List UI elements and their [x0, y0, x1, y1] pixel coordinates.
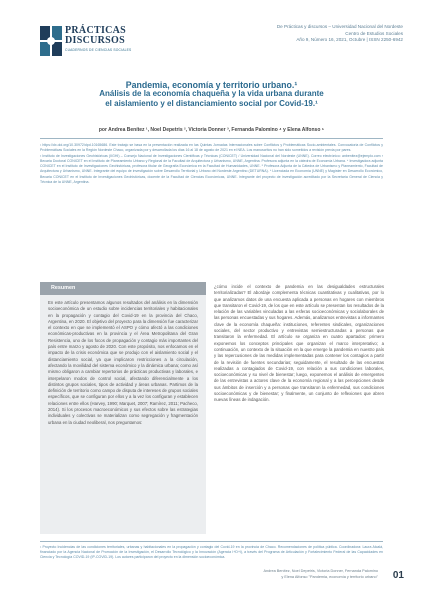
journal-tagline: CUADERNOS DE CIENCIAS SOCIALES	[65, 48, 132, 52]
journal-logo-title-line2: DISCURSOS	[65, 35, 125, 46]
footer-authors-line1: Andrea Benítez, Noel Depetris, Victoria Donner, Fernanda Palomino	[263, 569, 378, 573]
page-footer	[158, 569, 378, 580]
journal-logo-icon	[40, 26, 62, 58]
footnote-divider	[40, 541, 383, 542]
journal-logo-title-line1: PRÁCTICAS	[65, 25, 127, 36]
doi-note: ¹ https://dx.doi.org/10.30972/dpd.10165686. Este trabajo se basa en la presentación realizada en las Quintas Jornadas Internacionales sobre Conflictos y Problemáticas Socio-ambientales. Convocatoria de Conflictos y Problemáticas Sociales en la Región Nordeste Chaco, organizada por y desarrollada los días 16 al 18 de agosto de 2021 en el NEA. Los manuscritos no han sido sometidos a revisión previa por pares.	[40, 143, 383, 153]
journal-logo	[40, 26, 160, 62]
divider	[40, 138, 383, 139]
page-header	[0, 0, 423, 62]
journal-logo-title	[65, 26, 126, 46]
journal-center: Centro de Estudios Sociales	[345, 30, 403, 36]
affiliations-note: ² Instituto de Investigaciones Geohistóricas (IIGHI) – Consejo Nacional de Investigaciones Científicas y Técnicas (CONICET) / Universidad Nacional del Nordeste (UNNE). Correo electrónico: anbenitez@ejemplo.com ³ Becaria Doctoral CONICET en el Instituto de Planeamiento Urbano y Regional de la Facultad de Arquitectura y Urbanismo, UNNE, Argentina. Profesora adjunta en la cátedra de Economía Urbana. ⁴ Investigadora adjunta CONICET en el Instituto de Investigaciones Geohistóricas, profesora titular de Geografía Económica en la Facultad de Humanidades, UNNE. ⁵ Profesora Adjunta de la Cátedra de Urbanismo y Planeamiento, Facultad de Arquitectura y Urbanismo, UNNE. Integrante del equipo de investigación sobre Desarrollo Territorial y Urbano del Nordeste Argentino (DETURNA). ⁶ Licenciada en Economía (UNNE) y Magíster en Desarrollo Económico, Becaria CONICET en el Instituto de Investigaciones Geohistóricas, docente de la Facultad de Ciencias Económicas, UNNE. Integrante del proyecto de investigación acreditado por la Secretaría General de Ciencia y Técnica de la UNNE, Argentina.	[40, 153, 383, 185]
project-footnote: ¹ Proyecto Incidencias de las condiciones territoriales, urbanas y habitacionales en la propagación y contagio del Covid-19 en la provincia de Chaco. Recomendaciones de política pública. Coordinadora: Laura Alcalá, financiado por la Agencia Nacional de Promoción de la Investigación, el Desarrollo Tecnológico y la Innovación (Agencia I+D+i), a través del Programa de Articulación y Fortalecimiento Federal de las Capacidades en Ciencia y Tecnología COVID-19 (IP-COVID-19). Los autores participaron del proyecto en la dimensión socioeconómica.	[40, 545, 383, 560]
journal-name: De Prácticas y discursos – Universidad Nacional del Nordeste	[276, 24, 403, 29]
journal-info	[277, 24, 403, 44]
body-text-column: ¿cómo incide el contexto de pandemia en las desigualdades estructurales territorializadas? El abordaje complementa técnicas cuantitativas y cualitativas, por lo que analizamos datos de una encuesta aplicada a personas en hogares con miembros que transitaron el Covid-19, de los que en este artículo se presentan los resultados de la relación de las variables vinculadas a las esferas socioeconómicas y sociolaborales de las personas encuestadas y sus hogares. Además, analizamos entrevistas a informantes clave de la economía chaqueña: instituciones, referentes sindicales, organizaciones sociales, del sector productivo y entrevistas semiestructuradas a personas que transitaron la enfermedad. El artículo se organiza en cuatro apartados: primero exponemos los conceptos principales que organizan el marco interpretativo; a continuación, un contexto de la situación en la que emerge la pandemia en nuestro país y las repercusiones de las medidas implementadas para contener los contagios a partir de la revisión de fuentes secundarias; seguidamente, el resultado de las encuestas realizadas a contagiados de Covid-19, con relación a sus condiciones laborales, socioeconómicas y su nivel de bienestar; luego, exponemos el análisis de emergentes de las entrevistas a actores clave de la economía regional y a las percepciones desde sus ámbitos de inserción y a personas que transitaron la enfermedad, sus condiciones socioeconómicas y de bienestar; y finalmente, un conjunto de reflexiones que abren nuevas líneas de indagación.	[214, 284, 384, 403]
article-subtitle-line1: Análisis de la economía chaqueña y la vida urbana durante	[99, 89, 324, 98]
abstract-text: En este artículo presentamos algunos resultados del análisis en la dimensión socioeconómica de un estudio sobre incidencias territoriales y habitacionales en la propagación y contagio del Covid-19 en la provincia del Chaco, Argentina, en 2020. El objetivo del proyecto para la dimensión fue caracterizar el contexto en que se implementó el ASPO y cómo afectó a las condiciones económicas-productivas en la provincia y el Área Metropolitana del Gran Resistencia, uno de los focos de propagación y contagio más importantes del país entre marzo y agosto de 2020. Con este propósito, nos enfocamos en el impacto de la crisis económica que se produjo con el aislamiento social y el distanciamiento social, ya que implicaron restricciones a la circulación, afectando la movilidad del sistema económico y la dinámica urbana; como así mismo obligaron a cambiar repertorios de prácticas productivas y laborales, e interpelaron modos de control social, afectando diferencialmente a los distintos grupos sociales, tipos de actividad y áreas urbanas. Partimos de la definición de territorio como campo de disputa de intereses de grupos sociales específicos, que se configuran por ellos y a la vez los configuran y establecen relaciones entre ellos (Harvey, 1990; Marquet, 2007; Ramírez, 2011; Pacheco, 2014). Si los procesos macroeconómicos y sus efectos sobre las estrategias individuales y colectivas se materializan como segregación y fragmentación urbana en la ciudad neoliberal, nos preguntamos:	[48, 300, 198, 425]
journal-issue: Año 9, Número 16, 2021, Octubre | ISSN 2250-6942	[296, 37, 403, 43]
article-authors: por Andrea Benítez ¹, Noel Depetris ², Victoria Donner ³, Fernanda Palomino ⁴ y Elena Alfonso ⁵	[98, 127, 325, 133]
abstract-box	[40, 282, 206, 534]
abstract-header	[40, 282, 206, 295]
page-number: 01	[392, 570, 404, 581]
article-subtitle-line2: el aislamiento y el distanciamiento social por Covid-19.¹	[105, 98, 318, 108]
author-notes	[40, 143, 383, 185]
article-title: Pandemia, economía y territorio urbano.¹	[125, 80, 298, 90]
abstract-heading: Resumen	[51, 285, 76, 291]
footer-authors-line2: y Elena Alfonso "Pandemia, economía y territorio urbano"	[281, 574, 378, 579]
article-subtitle	[20, 89, 403, 109]
